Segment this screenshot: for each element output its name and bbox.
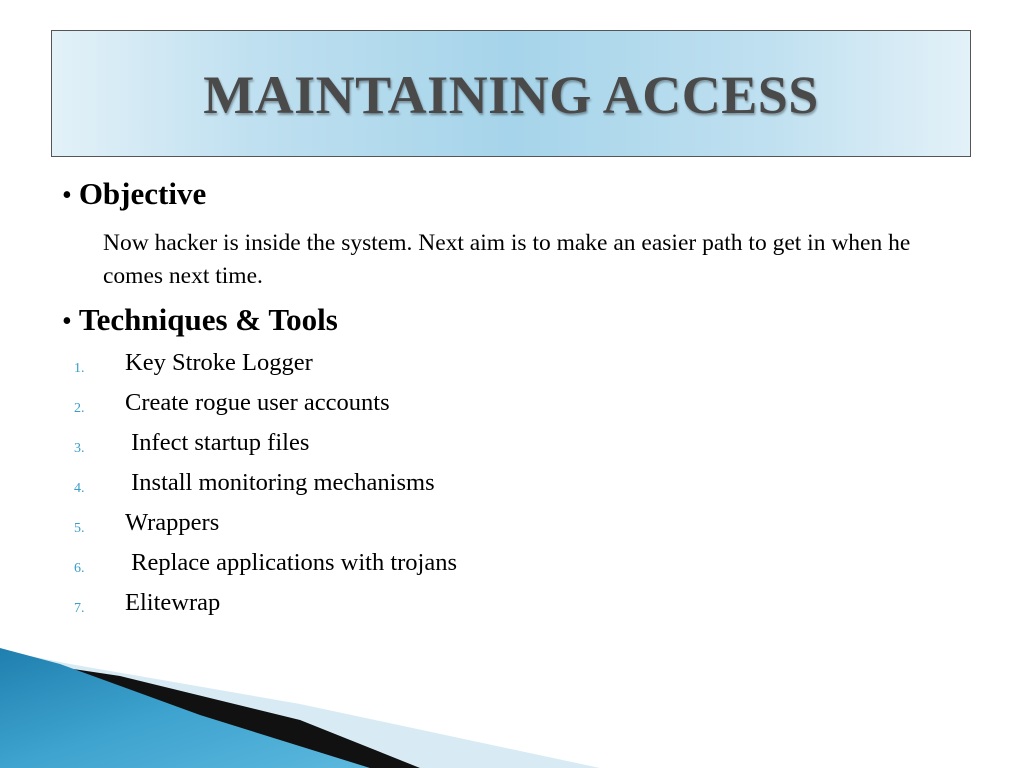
list-label: Install monitoring mechanisms — [125, 469, 435, 496]
list-number: 1. — [74, 361, 85, 376]
bullet-icon: • — [62, 180, 72, 211]
list-item — [0, 549, 700, 585]
slide-title: MAINTAINING ACCESS — [203, 64, 819, 125]
list-number: 5. — [74, 521, 85, 536]
deco-light-band — [0, 650, 600, 768]
bullet-icon: • — [62, 306, 72, 337]
list-item — [0, 509, 700, 545]
list-label: Elitewrap — [125, 589, 221, 616]
list-item — [0, 389, 700, 425]
objective-heading: Objective — [78, 176, 207, 211]
list-number: 4. — [74, 481, 85, 496]
list-number: 3. — [74, 441, 85, 456]
list-item — [0, 589, 700, 625]
list-number: 6. — [74, 561, 85, 576]
title-banner — [51, 30, 971, 157]
list-item — [0, 469, 700, 505]
techniques-bullet — [62, 302, 338, 338]
deco-black-stripe — [40, 664, 420, 768]
list-label: Wrappers — [125, 509, 220, 536]
list-label: Key Stroke Logger — [125, 349, 313, 376]
list-item — [0, 429, 700, 465]
objective-text: Now hacker is inside the system. Next aim is to make an easier path to get in when he comes next time. — [103, 230, 911, 289]
list-number: 2. — [74, 401, 85, 416]
techniques-heading: Techniques & Tools — [78, 302, 338, 337]
deco-blue-wedge — [0, 648, 370, 768]
list-item — [0, 349, 700, 385]
objective-bullet — [62, 176, 206, 212]
list-label: Infect startup files — [125, 429, 310, 456]
list-number: 7. — [74, 601, 85, 616]
list-label: Create rogue user accounts — [125, 389, 390, 416]
list-label: Replace applications with trojans — [125, 549, 458, 576]
